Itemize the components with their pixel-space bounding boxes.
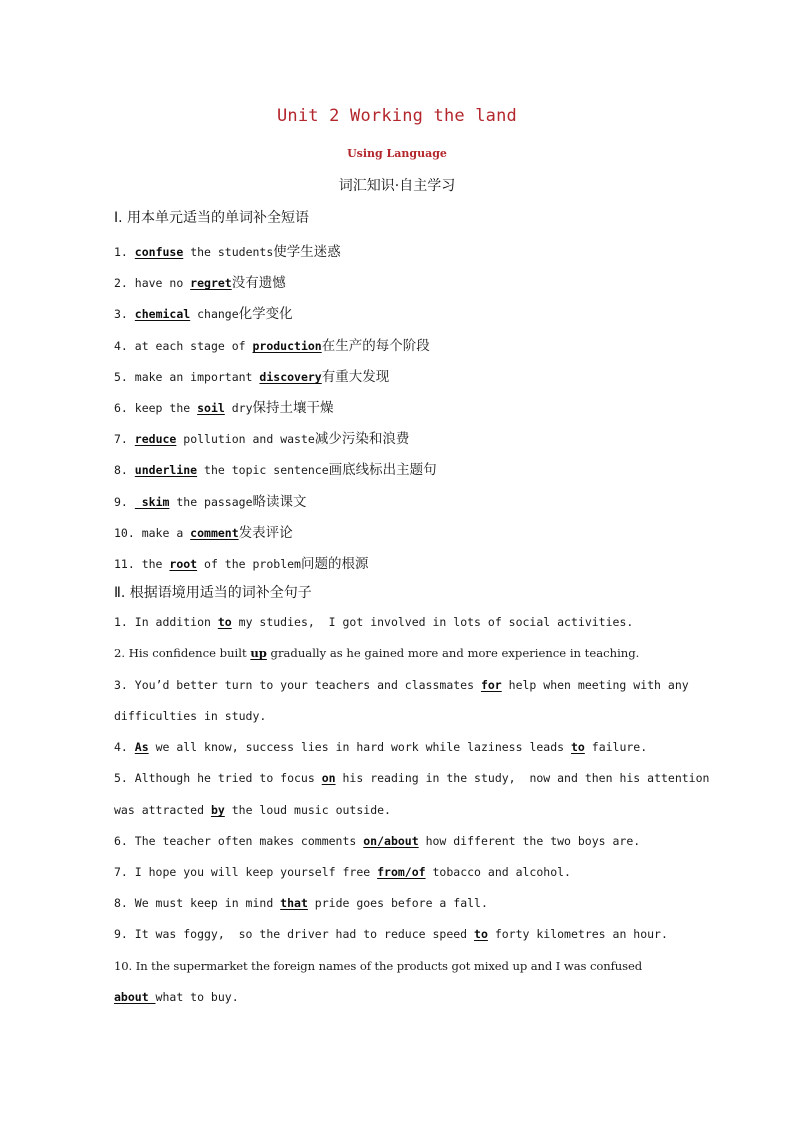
phrase-item: 1. confuse the students使学生迷惑 xyxy=(114,244,341,260)
phrase-item: 8. underline the topic sentence画底线标出主题句 xyxy=(114,462,437,478)
sentence-line: 1. In addition to my studies, I got involved in lots of social activities. xyxy=(114,615,634,629)
sentence-line: 6. The teacher often makes comments on/about how different the two boys are. xyxy=(114,834,641,848)
unit-title: Unit 2 Working the land xyxy=(276,106,517,126)
phrase-item: 4. at each stage of production在生产的每个阶段 xyxy=(114,338,430,354)
answer: discovery xyxy=(259,370,322,384)
phrase-item: 11. the root of the problem问题的根源 xyxy=(114,556,369,572)
answer: from/of xyxy=(377,865,426,879)
sentence-line: 10. In the supermarket the foreign names of the products got mixed up and I was confused xyxy=(114,959,643,973)
sentence-line: 4. As we all know, success lies in hard work while laziness leads to failure. xyxy=(114,740,648,754)
answer: by xyxy=(210,803,225,817)
phrase-item: 10. make a comment发表评论 xyxy=(114,525,293,541)
answer: As xyxy=(134,740,149,754)
sentence-line: 2. His confidence built up gradually as he gained more and more experience in teaching. xyxy=(114,646,640,660)
phrase-item: 9. skim the passage略读课文 xyxy=(114,494,307,510)
answer: root xyxy=(169,557,198,571)
answer: confuse xyxy=(134,245,184,259)
sentence-line: 9. It was foggy, so the driver had to reduce speed to forty kilometres an hour. xyxy=(114,927,668,941)
phrase-item: 3. chemical change化学变化 xyxy=(114,306,293,322)
phrase-item: 6. keep the soil dry保持土壤干燥 xyxy=(114,400,334,416)
answer: chemical xyxy=(134,307,191,321)
answer: comment xyxy=(190,526,239,540)
sentence-line: difficulties in study. xyxy=(114,709,267,723)
sentence-line: 3. You’d better turn to your teachers and classmates for help when meeting with any xyxy=(114,678,689,692)
phrase-item: 2. have no regret没有遗憾 xyxy=(114,275,286,291)
answer: underline xyxy=(134,463,198,477)
answer: for xyxy=(480,678,502,692)
answer: soil xyxy=(197,401,225,415)
answer: to xyxy=(474,927,488,941)
answer: about xyxy=(114,990,156,1004)
section-heading: 词汇知识·自主学习 xyxy=(338,178,456,194)
answer: on xyxy=(321,771,336,785)
sentence-line: was attracted by the loud music outside. xyxy=(114,803,391,817)
answer: reduce xyxy=(134,432,177,446)
answer: that xyxy=(280,896,308,910)
lesson-subtitle: Using Language xyxy=(347,147,447,160)
answer: regret xyxy=(190,276,232,290)
part1-heading: Ⅰ. 用本单元适当的单词补全短语 xyxy=(114,210,310,226)
sentence-line: 8. We must keep in mind that pride goes before a fall. xyxy=(114,896,488,910)
answer: production xyxy=(252,339,322,353)
answer: up xyxy=(250,646,267,660)
phrase-item: 7. reduce pollution and waste减少污染和浪费 xyxy=(114,431,410,447)
part2-heading: Ⅱ. 根据语境用适当的词补全句子 xyxy=(114,585,312,601)
answer: to xyxy=(217,615,232,629)
sentence-line: 7. I hope you will keep yourself free from/of tobacco and alcohol. xyxy=(114,865,571,879)
answer: skim xyxy=(134,495,170,509)
answer: to xyxy=(570,740,585,754)
sentence-line: 5. Although he tried to focus on his reading in the study, now and then his attention xyxy=(114,771,710,785)
phrase-item: 5. make an important discovery有重大发现 xyxy=(114,369,390,385)
sentence-line: about what to buy. xyxy=(114,990,239,1004)
answer: on/about xyxy=(363,834,419,848)
